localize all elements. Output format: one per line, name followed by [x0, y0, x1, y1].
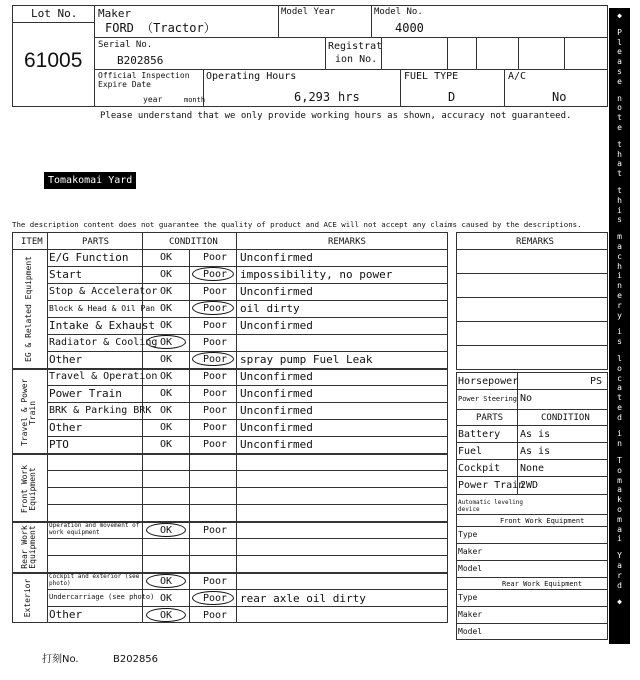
sidebar-char: o	[617, 363, 622, 373]
sidebar-char: a	[617, 524, 622, 534]
item-header: ITEM	[21, 237, 43, 247]
remark-pto: Unconfirmed	[240, 438, 313, 451]
poor-block: Poor	[203, 303, 228, 314]
remark-power-train: Unconfirmed	[240, 387, 313, 400]
sidebar-char: ◆	[617, 11, 622, 20]
month-label: month	[184, 96, 206, 104]
remark-undercarriage: rear axle oil dirty	[240, 592, 366, 605]
part-power-train: Power Train	[49, 387, 122, 400]
ok-stop: OK	[160, 286, 173, 297]
part-block-head-oil-pan: Block & Head & Oil Pan	[49, 304, 155, 313]
part-intake-exhaust: Intake & Exhaust	[49, 319, 155, 332]
hours-unit: hrs	[338, 90, 360, 104]
poor-brk: Poor	[203, 405, 228, 416]
fuel-value: As is	[520, 446, 551, 457]
part-cockpit-exterior: Cockpit and exterior (see photo)	[49, 573, 140, 587]
remark-travel: Unconfirmed	[240, 370, 313, 383]
sidebar-char: r	[617, 570, 622, 580]
ac-value: No	[552, 90, 567, 104]
selected-ok-exterior-other	[146, 608, 186, 622]
part-undercarriage: Undercarriage (see photo)	[49, 593, 155, 601]
sidebar-char: a	[617, 241, 622, 251]
remark-eg-function: Unconfirmed	[240, 251, 313, 264]
remarks-panel	[456, 232, 608, 370]
sidebar-char: ◆	[617, 597, 622, 607]
sidebar-char: m	[617, 475, 622, 485]
sidebar-char: t	[617, 393, 622, 403]
registration-label-1: Registrat	[328, 41, 383, 52]
cockpit-value: None	[520, 463, 545, 474]
part-stop-accelerator: Stop & Accelerator	[49, 286, 158, 297]
sidebar-char: a	[617, 561, 622, 571]
part-travel-other: Other	[49, 421, 83, 434]
sidebar-char: h	[617, 149, 622, 159]
ok-radiator: OK	[160, 337, 173, 348]
selected-ok-cockpit	[146, 574, 186, 588]
disclaimer: The description content does not guarantee the quality of product and ACE will not accept any claims caused by the descriptions.	[12, 220, 582, 229]
ok-eg-function: OK	[160, 252, 173, 263]
model-no-value: 4000	[395, 21, 424, 35]
rear-work-header: Rear Work Equipment	[502, 580, 583, 588]
remark-travel-other: Unconfirmed	[240, 421, 313, 434]
inspection-label-1: Official Inspection	[98, 71, 190, 80]
part-radiator-cooling: Radiator & Cooling	[49, 337, 158, 348]
hours-label: Operating Hours	[206, 71, 297, 82]
selected-poor-eg-other	[192, 352, 234, 366]
group-rear-line2: Equipment	[28, 525, 38, 569]
sidebar-char: e	[617, 47, 622, 57]
ok-intake: OK	[160, 320, 173, 331]
sidebar-char: c	[617, 251, 622, 261]
hours-value: 6,293	[294, 90, 331, 104]
sidebar-char: i	[617, 271, 622, 281]
fuel-label: Fuel	[458, 446, 483, 457]
parts-header: PARTS	[82, 237, 110, 247]
poor-eg-other: Poor	[203, 354, 228, 365]
auto-leveling-label-2: device	[458, 506, 480, 513]
auto-leveling-label-1: Automatic leveling	[458, 499, 524, 506]
sidebar-char: m	[617, 514, 622, 524]
ok-start: OK	[160, 269, 173, 280]
rear-maker-label: Maker	[458, 610, 483, 619]
spec-condition-header: CONDITION	[541, 413, 590, 423]
front-type-label: Type	[458, 530, 478, 539]
sidebar-char: e	[617, 76, 622, 86]
hours-notice: Please understand that we only provide working hours as shown, accuracy not guaranteed.	[100, 111, 572, 121]
group-front	[21, 456, 39, 522]
selected-ok-radiator	[146, 335, 186, 349]
selected-poor-undercarriage	[192, 591, 234, 605]
sidebar-char: k	[617, 495, 622, 505]
sidebar-char: r	[617, 300, 622, 310]
battery-value: As is	[520, 429, 551, 440]
part-travel-operation: Travel & Operation	[49, 371, 158, 382]
sidebar-char: n	[617, 439, 622, 449]
yard-badge	[44, 172, 136, 189]
stamp-value: B202856	[113, 654, 159, 665]
group-travel	[21, 380, 39, 446]
sidebar-char: s	[617, 215, 622, 225]
sidebar-char: Y	[617, 551, 622, 561]
group-eg: EG & Related Equipment	[24, 256, 33, 362]
group-exterior: Exterior	[23, 578, 32, 618]
power-train-value: 2WD	[520, 480, 539, 491]
sidebar-char: i	[617, 429, 622, 439]
location-notice-bar	[609, 8, 630, 644]
sidebar-char: d	[617, 412, 622, 422]
remark-block: oil dirty	[240, 302, 300, 315]
ok-travel: OK	[160, 371, 173, 382]
horsepower-label: Horsepower	[458, 376, 519, 387]
selected-poor-start	[192, 267, 234, 281]
maker-label: Maker	[98, 7, 132, 20]
poor-eg-function: Poor	[203, 252, 228, 263]
sidebar-char: l	[617, 37, 622, 47]
ok-eg-other: OK	[160, 354, 173, 365]
sidebar-char: y	[617, 310, 622, 320]
remark-start: impossibility, no power	[240, 268, 393, 281]
remarks-header: REMARKS	[328, 237, 366, 247]
sidebar-char: i	[617, 534, 622, 544]
sidebar-char: n	[617, 93, 622, 103]
remark-brk: Unconfirmed	[240, 404, 313, 417]
group-front-line1: Front Work	[20, 464, 29, 514]
sidebar-char: t	[617, 113, 622, 123]
sidebar-char: h	[617, 195, 622, 205]
sidebar-char: o	[617, 465, 622, 475]
ok-undercarriage: OK	[160, 593, 173, 604]
ok-pto: OK	[160, 439, 173, 450]
selected-poor-block	[192, 301, 234, 315]
ok-block: OK	[160, 303, 173, 314]
cockpit-label: Cockpit	[458, 463, 501, 474]
rear-type-label: Type	[458, 593, 478, 602]
sidebar-char: t	[617, 185, 622, 195]
ok-exterior-other: OK	[160, 610, 173, 621]
inspection-label-2: Expire Date	[98, 80, 151, 89]
sidebar-char: o	[617, 103, 622, 113]
selected-ok-operation	[146, 523, 186, 537]
poor-operation: Poor	[203, 525, 228, 536]
group-rear-line1: Rear Work	[20, 525, 29, 569]
sidebar-char: i	[617, 327, 622, 337]
model-year-label: Model Year	[281, 7, 336, 17]
part-start: Start	[49, 268, 83, 281]
sidebar-char: m	[617, 232, 622, 242]
registration-label-2: ion No.	[335, 54, 378, 65]
serial-label: Serial No.	[98, 40, 153, 50]
front-model-label: Model	[458, 564, 483, 573]
sidebar-char: e	[617, 290, 622, 300]
poor-travel: Poor	[203, 371, 228, 382]
sidebar-char: t	[617, 139, 622, 149]
poor-start: Poor	[203, 269, 228, 280]
rear-model-label: Model	[458, 627, 483, 636]
location-notice-text	[609, 12, 630, 608]
part-exterior-other: Other	[49, 608, 83, 621]
sidebar-char: T	[617, 456, 622, 466]
poor-cockpit: Poor	[203, 576, 228, 587]
sidebar-char: h	[617, 261, 622, 271]
serial-value: B202856	[117, 54, 164, 67]
sidebar-char: l	[617, 353, 622, 363]
part-brk-parking: BRK & Parking BRK	[49, 405, 152, 416]
condition-header: CONDITION	[169, 237, 218, 247]
group-front-line2: Equipment	[28, 467, 38, 511]
ac-label: A/C	[508, 71, 527, 82]
ok-cockpit: OK	[160, 576, 173, 587]
front-work-header: Front Work Equipment	[500, 517, 585, 525]
sidebar-char: n	[617, 281, 622, 291]
sidebar-char: P	[617, 27, 622, 37]
model-no-label: Model No.	[374, 7, 423, 17]
poor-undercarriage: Poor	[203, 593, 228, 604]
sidebar-char: e	[617, 402, 622, 412]
poor-intake: Poor	[203, 320, 228, 331]
poor-stop: Poor	[203, 286, 228, 297]
group-travel-line2: Train	[28, 400, 38, 426]
stamp-label: 打刻No.	[42, 654, 79, 665]
poor-pto: Poor	[203, 439, 228, 450]
lot-number: 61005	[24, 49, 83, 72]
poor-radiator: Poor	[203, 337, 228, 348]
ok-brk: OK	[160, 405, 173, 416]
part-eg-other: Other	[49, 353, 83, 366]
sidebar-char: c	[617, 373, 622, 383]
remark-intake: Unconfirmed	[240, 319, 313, 332]
sidebar-char: s	[617, 337, 622, 347]
sidebar-char: e	[617, 122, 622, 132]
sidebar-char: i	[617, 205, 622, 215]
spec-parts-header: PARTS	[476, 413, 504, 423]
year-label: year	[143, 95, 163, 104]
remark-eg-other: spray pump Fuel Leak	[240, 353, 373, 366]
sidebar-char: a	[617, 383, 622, 393]
horsepower-unit: PS	[590, 376, 603, 387]
sidebar-char: d	[617, 580, 622, 590]
poor-exterior-other: Poor	[203, 610, 228, 621]
lot-label: Lot No.	[31, 7, 78, 20]
yard-label: Tomakomai Yard	[48, 175, 133, 186]
remark-stop: Unconfirmed	[240, 285, 313, 298]
sidebar-char: a	[617, 159, 622, 169]
power-steering-label: Power Steering	[458, 395, 518, 403]
sidebar-char: o	[617, 505, 622, 515]
battery-label: Battery	[458, 429, 501, 440]
maker-value: FORD （Tractor）	[105, 21, 216, 35]
group-travel-line1: Travel & Power	[20, 378, 29, 446]
sidebar-char: a	[617, 485, 622, 495]
part-operation-movement: Operation and movement of work equipment	[49, 522, 140, 536]
sidebar-char: t	[617, 169, 622, 179]
ok-power-train: OK	[160, 388, 173, 399]
power-steering-value: No	[520, 393, 533, 404]
ok-travel-other: OK	[160, 422, 173, 433]
poor-travel-other: Poor	[203, 422, 228, 433]
ok-operation: OK	[160, 525, 173, 536]
sidebar-char: s	[617, 66, 622, 76]
part-eg-function: E/G Function	[49, 251, 129, 264]
fuel-type-label: FUEL TYPE	[404, 71, 459, 82]
front-maker-label: Maker	[458, 547, 483, 556]
power-train-label: Power Train	[458, 480, 525, 491]
poor-power-train: Poor	[203, 388, 228, 399]
right-remarks-header: REMARKS	[516, 237, 554, 247]
part-pto: PTO	[49, 438, 69, 451]
fuel-type-value: D	[448, 90, 456, 104]
sidebar-char: a	[617, 57, 622, 67]
